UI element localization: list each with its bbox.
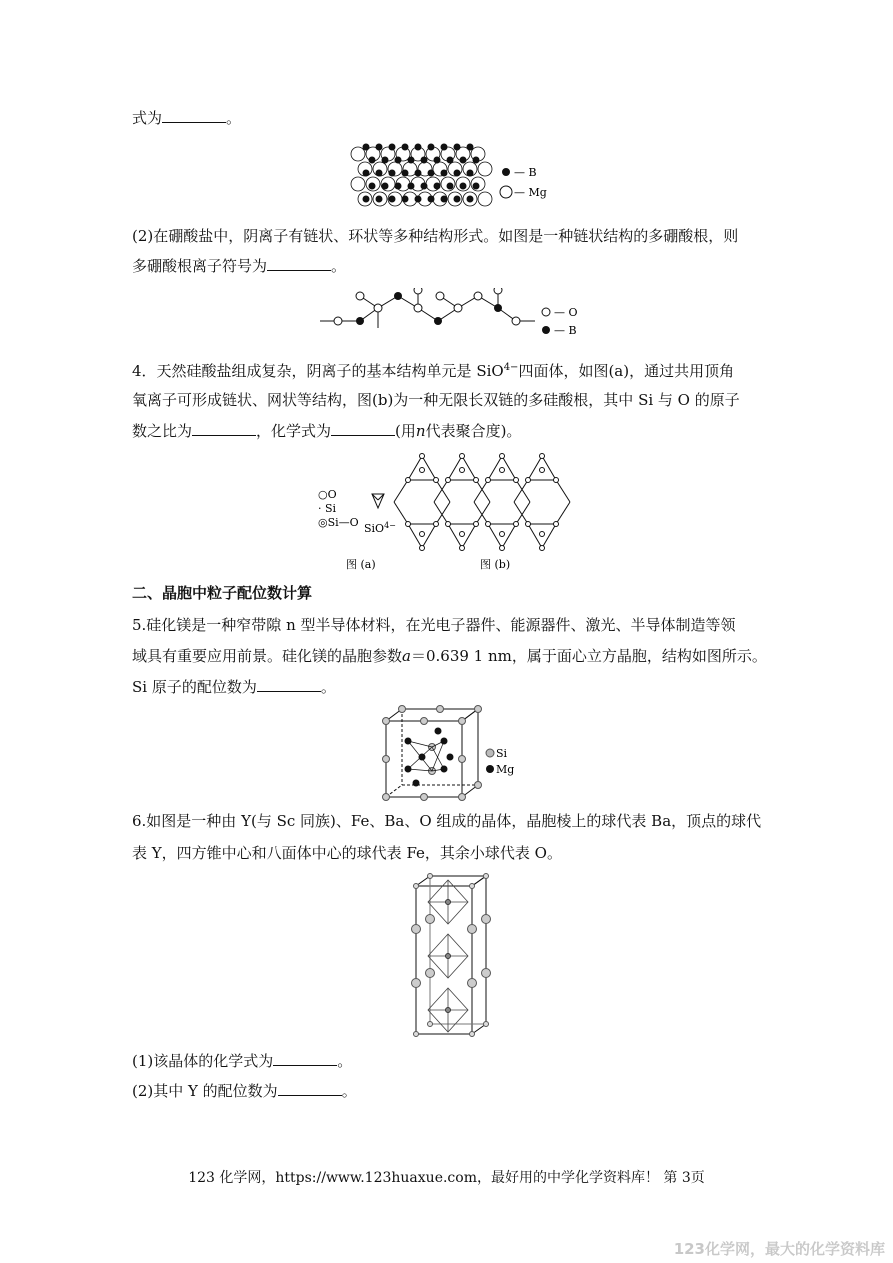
mg2si-unit-cell-figure xyxy=(378,705,518,801)
q5-line-2: 域具有重要应用前景。硅化镁的晶胞参数a＝0.639 1 nm，属于面心立方晶胞，结构如图所示。 xyxy=(132,647,767,665)
watermark: 123化学网，最大的化学资料库 xyxy=(673,1240,885,1258)
svg-text:SiO4−: SiO$^{4-}$ xyxy=(364,521,396,535)
fig-a-caption: 图 (a) xyxy=(346,558,376,571)
answer-blank[interactable] xyxy=(278,1081,342,1096)
page-footer: 123 化学网，https://www.123huaxue.com，最好用的中学化学资料库！ 第 3页 xyxy=(188,1170,705,1186)
q3-part2-line-2: 多硼酸根离子符号为 。 xyxy=(132,257,347,275)
q5-line-1: 5.硅化镁是一种窄带隙 n 型半导体材料，在光电子器件、能源器件、激光、半导体制造等领 xyxy=(132,616,736,634)
y-fe-ba-o-crystal-figure xyxy=(408,872,498,1038)
legend-si: · Si xyxy=(318,502,337,515)
q4-line-3: 数之比为 ，化学式为 (用n代表聚合度)。 xyxy=(132,422,522,440)
q3-answer-line-1: 式为 。 xyxy=(132,109,242,127)
q3-part2-line-1: (2)在硼酸盐中，阴离子有链状、环状等多种结构形式。如图是一种链状结构的多硼酸根，则 xyxy=(132,227,739,245)
legend-o-small: ○O xyxy=(318,488,337,501)
q4-line-1: 4．天然硅酸盐组成复杂，阴离子的基本结构单元是 SiO$^{4-}$四面体，如图(a)，通过共用顶角 xyxy=(132,362,735,380)
q4-line-2: 氧离子可形成链状、网状等结构，图(b)为一种无限长双链的多硅酸根，其中 Si 与 O 的原子 xyxy=(132,391,740,409)
q6-line-2: 表 Y，四方锥中心和八面体中心的球代表 Fe，其余小球代表 O。 xyxy=(132,844,562,862)
answer-blank[interactable] xyxy=(267,256,331,271)
silicate-figure xyxy=(312,452,582,574)
section-2-title: 二、晶胞中粒子配位数计算 xyxy=(132,584,313,602)
legend-mg: — Mg xyxy=(514,186,547,199)
q6-sub-2: (2)其中 Y 的配位数为 。 xyxy=(132,1082,357,1100)
answer-blank[interactable] xyxy=(331,421,395,436)
legend-mg-atom: Mg xyxy=(496,763,515,776)
q5-line-3: Si 原子的配位数为 。 xyxy=(132,678,336,696)
answer-blank[interactable] xyxy=(192,421,256,436)
legend-b: — B xyxy=(514,166,537,179)
legend-si-o: ◎Si—O xyxy=(318,516,359,529)
answer-blank[interactable] xyxy=(162,108,226,123)
polyborate-chain-figure xyxy=(320,288,580,340)
q6-sub-1: (1)该晶体的化学式为 。 xyxy=(132,1052,353,1070)
answer-blank[interactable] xyxy=(257,677,321,692)
answer-blank[interactable] xyxy=(273,1051,337,1066)
fig-b-caption: 图 (b) xyxy=(480,558,511,571)
boron-magnesium-layer-figure xyxy=(348,142,548,214)
legend-o: — O xyxy=(554,306,578,319)
legend-b2: — B xyxy=(554,324,577,337)
legend-si-atom: Si xyxy=(496,747,508,760)
q6-line-1: 6.如图是一种由 Y(与 Sc 同族)、Fe、Ba、O 组成的晶体，晶胞棱上的球代表 Ba，顶点的球代 xyxy=(132,812,762,830)
